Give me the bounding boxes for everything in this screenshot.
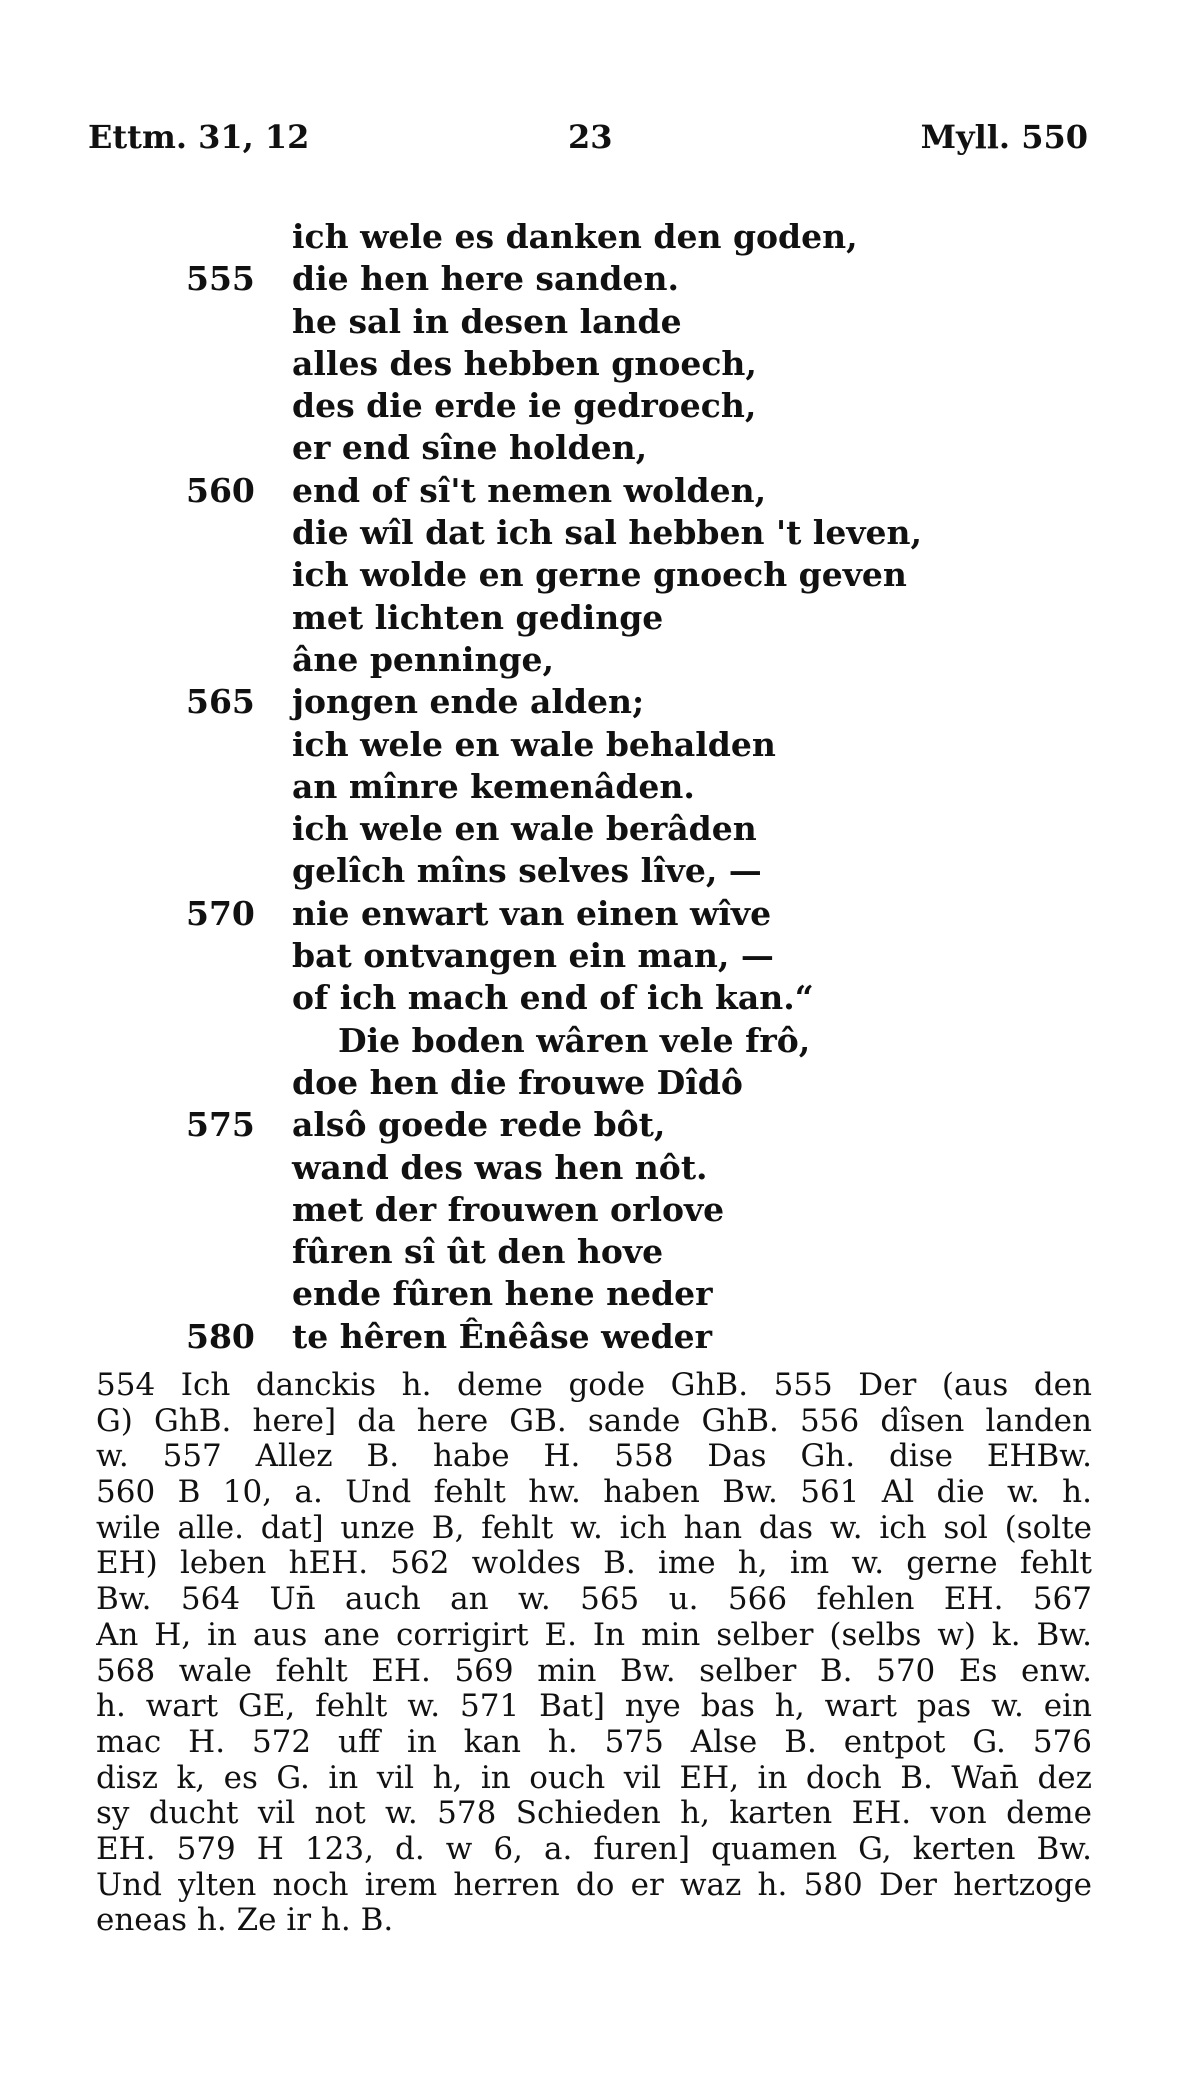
verse-text-line: er end sîne holden, — [292, 428, 648, 468]
apparatus-line: 554 Ich danckis h. deme gode GhB. 555 Der (aus den — [96, 1368, 1092, 1403]
apparatus-line: disz k, es G. in vil h, in ouch vil EH, in doch B. Wan̄ dez — [96, 1760, 1092, 1796]
verse-line — [0, 301, 1200, 343]
verse-text-line: wand des was hen nôt. — [292, 1147, 708, 1187]
verse-text — [0, 216, 1200, 1358]
verse-line — [0, 977, 1200, 1019]
verse-line — [0, 1189, 1200, 1231]
verse-text-line: alles des hebben gnoech, — [292, 343, 757, 383]
page-number: 23 — [568, 118, 613, 156]
verse-text-line: met lichten gedinge — [292, 597, 664, 637]
verse-line — [0, 1062, 1200, 1104]
apparatus-line: Bw. 564 Un̄ auch an w. 565 u. 566 fehlen EH. 567 — [96, 1582, 1092, 1618]
running-header — [88, 118, 1088, 168]
verse-text-line: nie enwart van einen wîve — [292, 893, 772, 933]
verse-line — [0, 385, 1200, 427]
verse-line — [0, 1147, 1200, 1189]
verse-line — [0, 1231, 1200, 1273]
verse-text-line: fûren sî ût den hove — [292, 1232, 664, 1272]
verse-line — [0, 850, 1200, 892]
verse-number: 555 — [186, 259, 255, 299]
verse-line — [0, 1020, 1200, 1062]
verse-line — [0, 1273, 1200, 1315]
verse-text-line: alsô goede rede bôt, — [292, 1105, 666, 1145]
verse-number: 580 — [186, 1316, 255, 1356]
verse-line — [0, 470, 1200, 512]
apparatus-line: EH) leben hEH. 562 woldes B. ime h, im w. gerne fehlt — [96, 1546, 1092, 1582]
verse-line — [0, 1104, 1200, 1146]
verse-number: 560 — [186, 470, 255, 510]
verse-text-line: an mînre kemenâden. — [292, 766, 695, 806]
verse-text-line: ich wele en wale berâden — [292, 809, 757, 849]
apparatus-line: G) GhB. here] da here GB. sande GhB. 556 dîsen landen — [96, 1403, 1092, 1439]
verse-line — [0, 216, 1200, 258]
verse-text-line: end of sî't nemen wolden, — [292, 470, 767, 510]
verse-text-line: te hêren Ênêâse weder — [292, 1316, 713, 1356]
apparatus-line: EH. 579 H 123, d. w 6, a. furen] quamen G, kerten Bw. — [96, 1831, 1092, 1867]
verse-number: 575 — [186, 1105, 255, 1145]
verse-text-line: ich wele en wale behalden — [292, 724, 776, 764]
verse-text-line: of ich mach end of ich kan.“ — [292, 978, 814, 1018]
verse-line — [0, 512, 1200, 554]
verse-text-line: met der frouwen orlove — [292, 1189, 725, 1229]
verse-line — [0, 935, 1200, 977]
header-right-reference: Myll. 550 — [920, 118, 1088, 156]
apparatus-line: wile alle. dat] unze B, fehlt w. ich han das w. ich sol (solte — [96, 1510, 1092, 1546]
verse-text-line: he sal in desen lande — [292, 301, 682, 341]
verse-text-line: ende fûren hene neder — [292, 1274, 713, 1314]
verse-text-line: des die erde ie gedroech, — [292, 386, 757, 426]
apparatus-line: eneas h. Ze ir h. B. — [96, 1903, 394, 1939]
verse-text-line: bat ontvangen ein man, — — [292, 936, 774, 976]
apparatus-line: sy ducht vil not w. 578 Schieden h, karten EH. von deme — [96, 1796, 1092, 1832]
verse-line — [0, 681, 1200, 723]
verse-line — [0, 808, 1200, 850]
verse-text-line: die hen here sanden. — [292, 259, 679, 299]
verse-text-line: jongen ende alden; — [292, 682, 645, 722]
apparatus-line: w. 557 Allez B. habe H. 558 Das Gh. dise EHBw. — [96, 1439, 1092, 1475]
apparatus-line: mac H. 572 uff in kan h. 575 Alse B. entpot G. 576 — [96, 1724, 1092, 1760]
header-left-reference: Ettm. 31, 12 — [88, 118, 310, 156]
verse-line — [0, 343, 1200, 385]
verse-line — [0, 597, 1200, 639]
apparatus-line: 568 wale fehlt EH. 569 min Bw. selber B. 570 Es enw. — [96, 1653, 1092, 1689]
verse-line — [0, 639, 1200, 681]
verse-line — [0, 724, 1200, 766]
verse-text-line: die wîl dat ich sal hebben 't leven, — [292, 513, 922, 553]
verse-line — [0, 1316, 1200, 1358]
verse-line — [0, 766, 1200, 808]
verse-line — [0, 893, 1200, 935]
verse-line — [0, 427, 1200, 469]
apparatus-line: An H, in aus ane corrigirt E. In min selber (selbs w) k. Bw. — [96, 1617, 1092, 1653]
verse-text-line: doe hen die frouwe Dîdô — [292, 1062, 743, 1102]
apparatus-line: Und ylten noch irem herren do er waz h. 580 Der hertzoge — [96, 1867, 1092, 1903]
verse-line — [0, 554, 1200, 596]
apparatus-line: h. wart GE, fehlt w. 571 Bat] nye bas h, wart pas w. ein — [96, 1689, 1092, 1725]
apparatus-line: 560 B 10, a. Und fehlt hw. haben Bw. 561 Al die w. h. — [96, 1475, 1092, 1511]
verse-number: 565 — [186, 682, 255, 722]
verse-text-line: âne penninge, — [292, 639, 555, 679]
verse-text-line: Die boden wâren vele frô, — [338, 1020, 811, 1060]
verse-text-line: ich wele es danken den goden, — [292, 217, 858, 256]
critical-apparatus — [96, 1368, 1092, 1939]
verse-number: 570 — [186, 893, 255, 933]
verse-text-line: ich wolde en gerne gnoech geven — [292, 555, 907, 595]
verse-line — [0, 258, 1200, 300]
verse-text-line: gelîch mîns selves lîve, — — [292, 851, 762, 891]
